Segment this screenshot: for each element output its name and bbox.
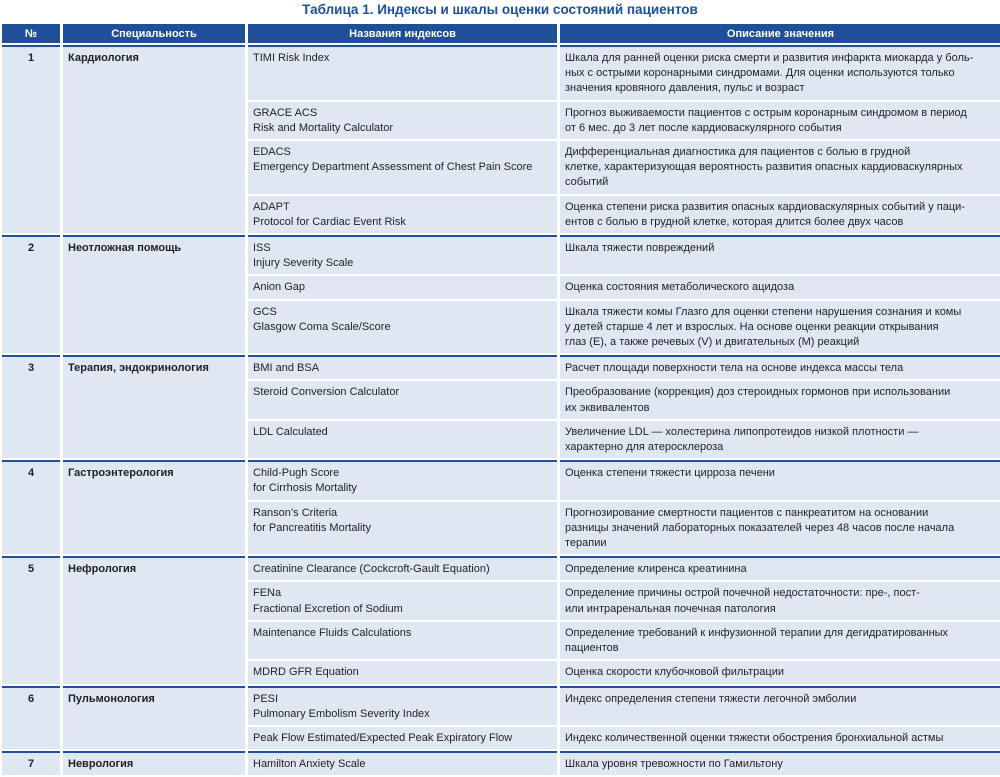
index-name-line: BMI and BSA (253, 362, 320, 375)
description-cell (560, 556, 1000, 580)
specialty-cell: Неврология (63, 751, 245, 775)
index-name-line: Glasgow Coma Scale/Score (253, 320, 391, 333)
description-line: Шкала для ранней оценки риска смерти и развития инфаркта миокарда у боль- (565, 52, 974, 64)
description-line: ных с острыми коронарными синдромами. Для оценки используются только (565, 67, 955, 80)
index-name-cell (248, 556, 557, 580)
description-line: терапии (565, 537, 607, 550)
description-cell (560, 381, 1000, 418)
description-cell (560, 301, 1000, 354)
description-line: характерно для атеросклероза (565, 441, 724, 454)
index-name-cell (248, 301, 557, 354)
header-num: № (2, 24, 60, 43)
description-cell (560, 686, 1000, 725)
description-line: или интраренальная почечная патология (565, 602, 776, 615)
index-name-line: GRACE ACS (253, 106, 318, 119)
specialty-cell: Терапия, эндокринология (63, 355, 245, 458)
table-row (2, 686, 1000, 725)
description-cell (560, 102, 1000, 139)
description-line: их эквивалентов (565, 401, 650, 414)
row-number: 7 (2, 751, 60, 775)
description-line: от 6 мес. до 3 лет после кардиоваскулярного события (565, 121, 842, 134)
index-name-cell (248, 381, 557, 418)
index-name-line: Protocol for Cardiac Event Risk (253, 215, 406, 228)
description-line: Преобразование (коррекция) доз стероидных гормонов при использовании (565, 386, 951, 399)
specialty-cell: Нефрология (63, 556, 245, 683)
row-number: 1 (2, 45, 60, 233)
index-name-line: Creatinine Clearance (Cockcroft-Gault Equation) (253, 563, 490, 576)
index-name-line: FENa (253, 587, 282, 600)
index-name-line: MDRD GFR Equation (253, 666, 359, 679)
specialty-cell: Неотложная помощь (63, 235, 245, 353)
indices-table (0, 22, 1000, 777)
description-line: Определение причины острой почечной недостаточности: пре-, пост- (565, 587, 920, 600)
index-name-line: LDL Calculated (253, 425, 328, 438)
index-name-cell (248, 686, 557, 725)
description-cell (560, 141, 1000, 194)
index-name-line: EDACS (253, 146, 291, 159)
index-name-cell (248, 502, 557, 555)
description-line: Оценка скорости клубочковой фильтрации (565, 666, 785, 679)
index-name-cell (248, 355, 557, 379)
description-line: пациентов (565, 642, 619, 655)
row-number: 6 (2, 686, 60, 750)
description-cell (560, 45, 1000, 100)
index-name-line: Risk and Mortality Calculator (253, 121, 393, 134)
index-name-line: TIMI Risk Index (253, 52, 330, 64)
header-index-name: Названия индексов (248, 24, 557, 43)
description-cell (560, 751, 1000, 775)
specialty-cell: Пульмонология (63, 686, 245, 750)
index-name-line: ADAPT (253, 200, 290, 213)
table-body (2, 45, 1000, 775)
index-name-line: Injury Severity Scale (253, 257, 354, 270)
description-line: значения кровяного давления, пульс и возраст (565, 82, 805, 95)
description-line: Оценка степени тяжести цирроза печени (565, 467, 775, 480)
index-name-cell (248, 661, 557, 683)
specialty-cell: Гастроэнтерология (63, 460, 245, 554)
description-line: ентов с болью в грудной клетке, которая длится более двух часов (565, 215, 904, 228)
index-name-line: Hamilton Anxiety Scale (253, 758, 366, 771)
description-line: Прогнозирование смертности пациентов с панкреатитом на основании (565, 506, 929, 519)
specialty-cell: Кардиология (63, 45, 245, 233)
description-line: Дифференциальная диагностика для пациентов с болью в грудной (565, 146, 911, 159)
description-line: у детей старше 4 лет и взрослых. На основе оценки реакции открывания (565, 320, 939, 333)
index-name-cell (248, 141, 557, 194)
description-line: Расчет площади поверхности тела на основе индекса массы тела (565, 362, 904, 375)
index-name-line: Emergency Department Assessment of Chest Pain Score (253, 161, 533, 174)
index-name-line: Ranson’s Criteria (253, 506, 338, 519)
index-name-cell (248, 622, 557, 659)
table-row (2, 751, 1000, 775)
description-cell (560, 276, 1000, 298)
index-name-line: PESI (253, 692, 279, 705)
row-number: 4 (2, 460, 60, 554)
description-cell (560, 460, 1000, 499)
header-specialty: Специальность (63, 24, 245, 43)
description-line: Индекс количественной оценки тяжести обострения бронхиальной астмы (565, 731, 944, 744)
index-name-line: GCS (253, 305, 277, 318)
description-line: клетке, характеризующая вероятность развития опасных кардиоваскулярных (565, 161, 963, 174)
description-line: разницы значений лабораторных показателей через 48 часов после начала (565, 521, 955, 534)
table-row (2, 45, 1000, 100)
index-name-cell (248, 102, 557, 139)
index-name-cell (248, 196, 557, 233)
description-line: Шкала тяжести повреждений (565, 242, 715, 255)
index-name-cell (248, 460, 557, 499)
description-cell (560, 196, 1000, 233)
table-title: Таблица 1. Индексы и шкалы оценки состояний пациентов (302, 2, 698, 17)
description-line: событий (565, 176, 609, 189)
index-name-line: Pulmonary Embolism Severity Index (253, 707, 430, 720)
index-name-line: Child-Pugh Score (253, 467, 340, 480)
description-line: Прогноз выживаемости пациентов с острым коронарным синдромом в период (565, 106, 967, 119)
description-cell (560, 502, 1000, 555)
index-name-line: Fractional Excretion of Sodium (253, 602, 403, 615)
header-description: Описание значения (560, 24, 1000, 43)
description-cell (560, 661, 1000, 683)
index-name-cell (248, 45, 557, 100)
table-row (2, 460, 1000, 499)
index-name-line: Peak Flow Estimated/Expected Peak Expiratory Flow (253, 731, 513, 744)
index-name-cell (248, 727, 557, 749)
description-cell (560, 235, 1000, 274)
row-number: 3 (2, 355, 60, 458)
index-name-line: Steroid Conversion Calculator (253, 386, 400, 399)
index-name-cell (248, 421, 557, 458)
index-name-cell (248, 582, 557, 619)
index-name-cell (248, 751, 557, 775)
description-cell (560, 355, 1000, 379)
description-line: Увеличение LDL — холестерина липопротеидов низкой плотности — (565, 425, 919, 438)
table-header-row (2, 24, 1000, 43)
index-name-cell (248, 235, 557, 274)
row-number: 2 (2, 235, 60, 353)
description-line: Индекс определения степени тяжести легочной эмболии (565, 692, 857, 705)
row-number: 5 (2, 556, 60, 683)
description-line: глаз (E), а также речевых (V) и двигательных (M) реакций (565, 336, 860, 349)
index-name-line: Maintenance Fluids Calculations (253, 626, 412, 639)
index-name-line: for Pancreatitis Mortality (253, 521, 371, 534)
index-name-line: Anion Gap (253, 281, 305, 294)
description-line: Оценка состояния метаболического ацидоза (565, 281, 795, 294)
description-cell (560, 421, 1000, 458)
index-name-line: ISS (253, 242, 271, 255)
description-line: Оценка степени риска развития опасных кардиоваскулярных событий у паци- (565, 200, 965, 213)
table-row (2, 556, 1000, 580)
description-cell (560, 622, 1000, 659)
description-line: Шкала тяжести комы Глазго для оценки степени нарушения сознания и комы (565, 305, 962, 318)
description-line: Определение требований к инфузионной терапии для дегидратированных (565, 626, 949, 639)
table-row (2, 355, 1000, 379)
index-name-line: for Cirrhosis Mortality (253, 482, 357, 495)
index-name-cell (248, 276, 557, 298)
description-cell (560, 582, 1000, 619)
description-line: Шкала уровня тревожности по Гамильтону (565, 758, 783, 771)
description-line: Определение клиренса креатинина (565, 563, 747, 576)
description-cell (560, 727, 1000, 749)
table-row (2, 235, 1000, 274)
